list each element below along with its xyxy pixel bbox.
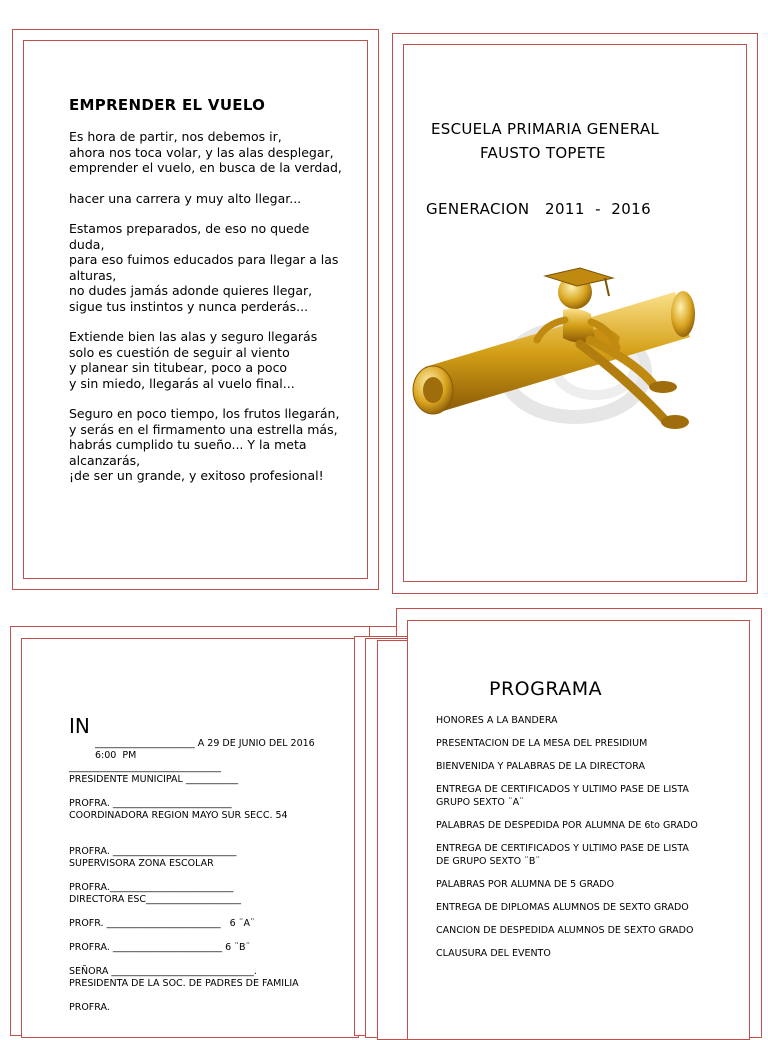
invitation-heading: IN	[69, 714, 90, 738]
invitation-line: COORDINADORA REGION MAYO SUR SECC. 54	[69, 810, 288, 821]
programa-item: PALABRAS POR ALUMNA DE 5 GRADO	[436, 879, 615, 890]
invitation-line: 6:00 PM	[95, 750, 137, 761]
generation-label: GENERACION 2011 - 2016	[426, 200, 652, 218]
invitation-line: ________________________________	[69, 762, 221, 773]
poem-stanza	[69, 221, 369, 314]
poem-line: Extiende bien las alas y seguro llegarás	[69, 329, 318, 344]
poem-line: emprender el vuelo, en busca de la verdad,	[69, 160, 342, 175]
poem-line: sigue tus instintos y nunca perderás...	[69, 298, 309, 314]
poem-stanza	[69, 329, 369, 391]
invitation-line: SUPERVISORA ZONA ESCOLAR	[69, 858, 214, 869]
invitation-line: PROFR. ________________________ 6 ¨A¨	[69, 918, 255, 929]
programa-item: HONORES A LA BANDERA	[436, 715, 558, 726]
invitation-line	[69, 834, 354, 846]
poem-stanza	[69, 406, 369, 484]
invitation-line	[69, 954, 354, 966]
invitation-line	[69, 990, 354, 1002]
poem-line: ahora nos toca volar, y las alas desplegar,	[69, 144, 334, 160]
programa-item: ENTREGA DE CERTIFICADOS Y ULTIMO PASE DE LISTA DE GRUPO SEXTO ¨B¨	[436, 843, 689, 867]
invitation-line: PRESIDENTE MUNICIPAL ___________	[69, 774, 239, 785]
graduate-on-diploma-icon	[405, 262, 730, 437]
poem-line: duda,	[69, 236, 105, 252]
invitation-line	[69, 906, 354, 918]
poem-stanza	[69, 191, 369, 207]
poem-line: solo es cuestión de seguir al viento	[69, 344, 290, 360]
invitation-line: SEÑORA ______________________________.	[69, 966, 257, 977]
invitation-line: PRESIDENTA DE LA SOC. DE PADRES DE FAMILIA	[69, 978, 299, 989]
poem-line: Seguro en poco tiempo, los frutos llegarán,	[69, 406, 340, 421]
poem-line: alturas,	[69, 267, 117, 283]
poem-line: para eso fuimos educados para llegar a las	[69, 252, 339, 267]
programa-item: CLAUSURA DEL EVENTO	[436, 948, 551, 959]
invitation-line: _____________________ A 29 DE JUNIO DEL 2016	[95, 738, 315, 749]
poem-line: hacer una carrera y muy alto llegar...	[69, 190, 302, 206]
programa-item: ENTREGA DE CERTIFICADOS Y ULTIMO PASE DE LISTA GRUPO SEXTO ¨A¨	[436, 784, 689, 808]
programa-list	[436, 714, 701, 970]
invitation-line	[69, 930, 354, 942]
poem-line: habrás cumplido tu sueño... Y la meta	[69, 437, 307, 452]
invitation-line: PROFRA. __________________________	[69, 846, 237, 857]
invitation-line: PROFRA. _______________________ 6 ¨B¨	[69, 942, 251, 953]
school-name-line1: ESCUELA PRIMARIA GENERAL	[431, 120, 660, 138]
poem-line: ¡de ser un grande, y exitoso profesional!	[69, 468, 324, 483]
programa-item: BIENVENIDA Y PALABRAS DE LA DIRECTORA	[436, 761, 645, 772]
poem-line: y serás en el firmamento una estrella más,	[69, 421, 338, 437]
poem-line: Es hora de partir, nos debemos ir,	[69, 129, 282, 144]
invitation-line: PROFRA.	[69, 1002, 110, 1013]
invitation-line	[69, 822, 354, 834]
school-name-line2: FAUSTO TOPETE	[480, 144, 606, 162]
poem-line: Estamos preparados, de eso no quede	[69, 221, 310, 236]
poem-title: EMPRENDER EL VUELO	[69, 96, 266, 114]
poem-stanza	[69, 129, 369, 176]
programa-item: PALABRAS DE DESPEDIDA POR ALUMNA DE 6to GRADO	[436, 820, 698, 831]
poem-line: y planear sin titubear, poco a poco	[69, 360, 288, 375]
programa-item: CANCION DE DESPEDIDA ALUMNOS DE SEXTO GRADO	[436, 925, 694, 936]
invitation-line	[69, 786, 354, 798]
poem-line: no dudes jamás adonde quieres llegar,	[69, 283, 313, 298]
invitation-line: DIRECTORA ESC____________________	[69, 894, 242, 905]
programa-item: PRESENTACION DE LA MESA DEL PRESIDIUM	[436, 738, 648, 749]
invitation-line	[69, 870, 354, 882]
programa-item: ENTREGA DE DIPLOMAS ALUMNOS DE SEXTO GRADO	[436, 902, 689, 913]
poem-body	[69, 129, 369, 499]
invitation-line: PROFRA.__________________________	[69, 882, 234, 893]
invitation-line: PROFRA. _________________________	[69, 798, 232, 809]
poem-line: y sin miedo, llegarás al vuelo final...	[69, 375, 295, 391]
invitation-body	[69, 738, 354, 1014]
poem-line: alcanzarás,	[69, 452, 141, 468]
programa-title: PROGRAMA	[489, 678, 603, 700]
